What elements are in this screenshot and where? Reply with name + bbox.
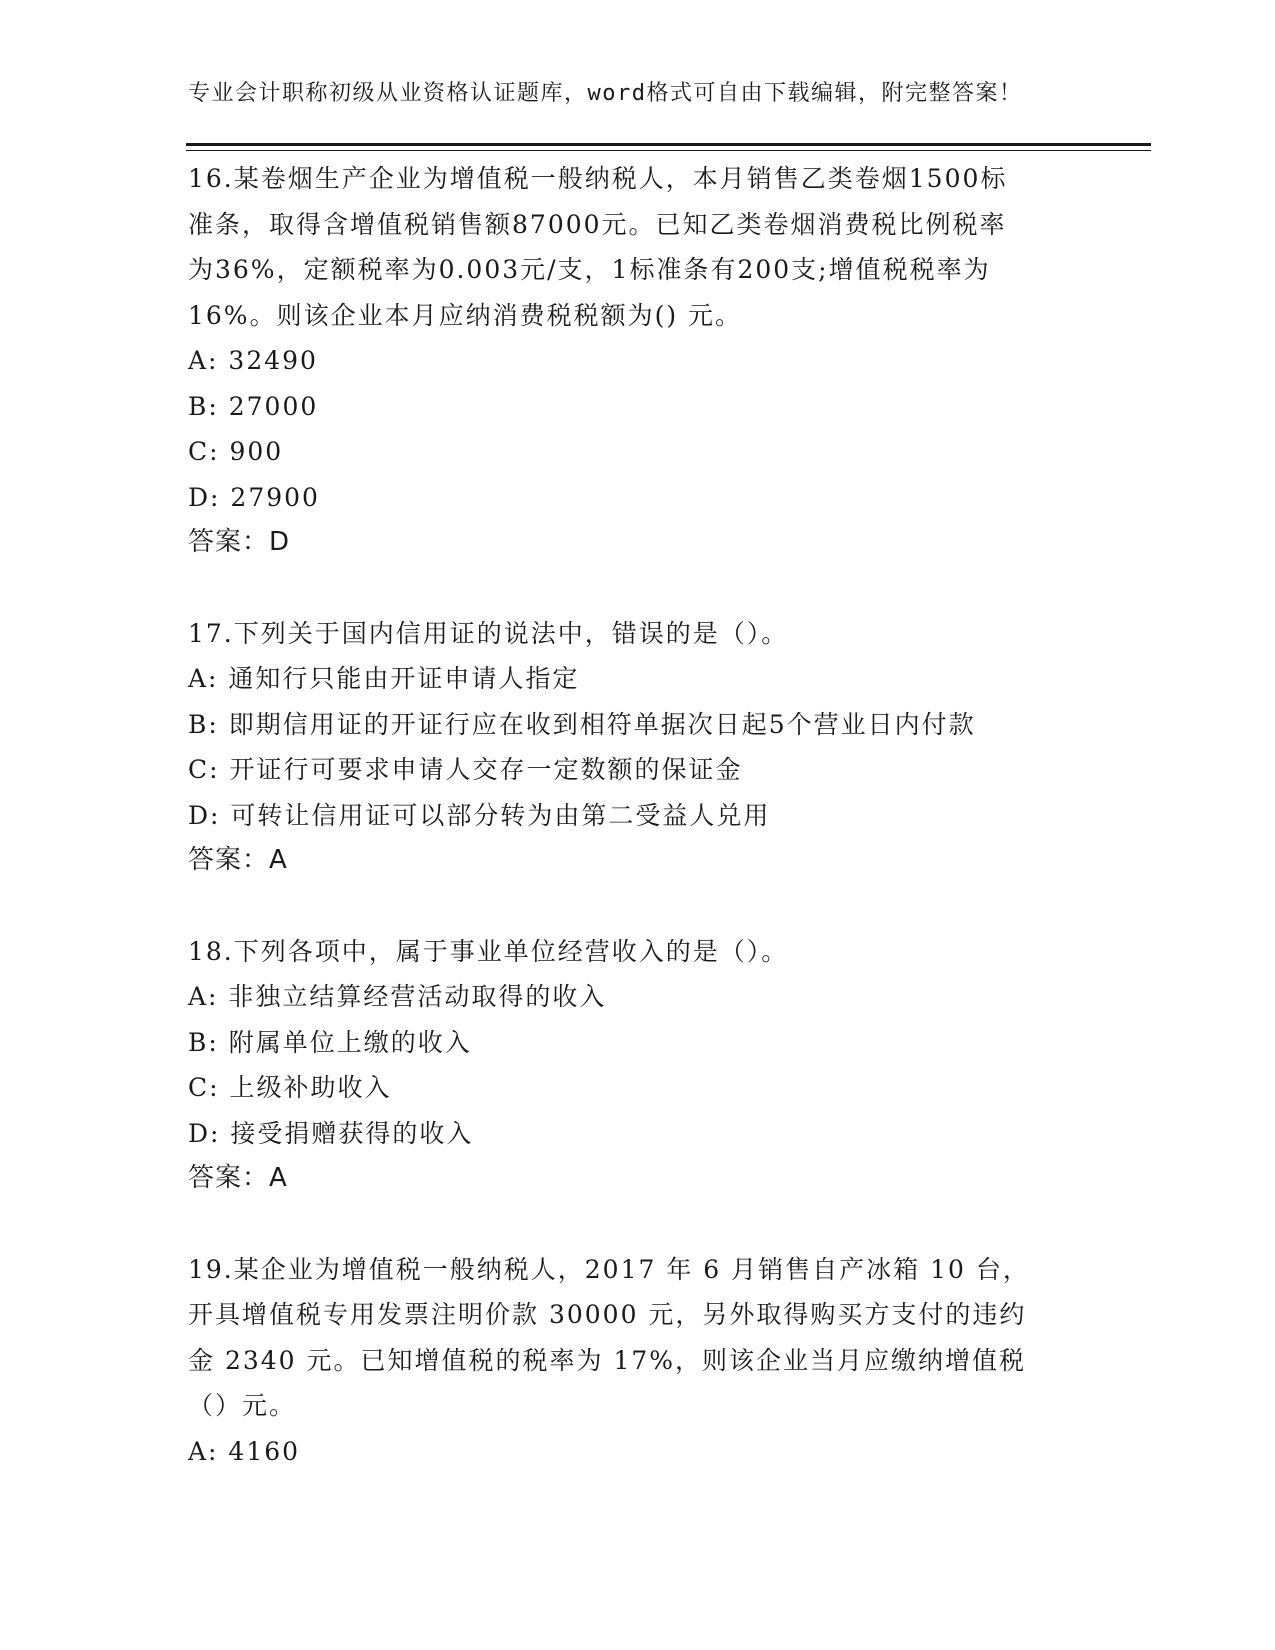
question-list bbox=[188, 156, 1088, 1474]
header-rule-thin bbox=[186, 150, 1151, 151]
option-d: D: 接受捐赠获得的收入 bbox=[188, 1118, 474, 1148]
question-stem-line: 16%。则该企业本月应纳消费税税额为() 元。 bbox=[188, 300, 743, 330]
question-stem-line: 金 2340 元。已知增值税的税率为 17%，则该企业当月应缴纳增值税 bbox=[188, 1345, 1027, 1375]
question-stem-line: 为36%，定额税率为0.003元/支，1标准条有200支;增值税税率为 bbox=[188, 255, 991, 284]
answer-label: 答案：A bbox=[188, 1163, 288, 1193]
option-a: A: 非独立结算经营活动取得的收入 bbox=[188, 982, 607, 1011]
option-a: A: 32490 bbox=[188, 346, 318, 375]
option-c: C: 开证行可要求申请人交存一定数额的保证金 bbox=[188, 755, 743, 784]
question-stem-line: （）元。 bbox=[188, 1391, 297, 1420]
question-17 bbox=[188, 611, 1088, 884]
question-stem-line: 准条，取得含增值税销售额87000元。已知乙类卷烟消费税比例税率 bbox=[188, 209, 1007, 239]
question-stem-line: 17.下列关于国内信用证的说法中，错误的是（）。 bbox=[188, 618, 789, 648]
option-a: A: 4160 bbox=[188, 1436, 301, 1466]
question-19 bbox=[188, 1247, 1088, 1475]
page-header: 专业会计职称初级从业资格认证题库，word格式可自由下载编辑，附完整答案！ bbox=[188, 81, 1023, 106]
question-18 bbox=[188, 929, 1088, 1202]
question-spacer bbox=[188, 566, 1088, 611]
option-b: B: 即期信用证的开证行应在收到相符单据次日起5个营业日内付款 bbox=[188, 709, 976, 739]
question-spacer bbox=[188, 1202, 1088, 1247]
option-d: D: 可转让信用证可以部分转为由第二受益人兑用 bbox=[188, 800, 771, 830]
option-a: A: 通知行只能由开证申请人指定 bbox=[188, 664, 580, 693]
option-b: B: 27000 bbox=[188, 391, 319, 421]
question-stem-line: 19.某企业为增值税一般纳税人，2017 年 6 月销售自产冰箱 10 台， bbox=[188, 1254, 1030, 1284]
option-c: C: 上级补助收入 bbox=[188, 1073, 392, 1102]
answer-label: 答案：D bbox=[188, 527, 291, 557]
question-spacer bbox=[188, 884, 1088, 929]
header-rule-thick bbox=[186, 143, 1151, 146]
answer-label: 答案：A bbox=[188, 845, 288, 875]
option-c: C: 900 bbox=[188, 437, 284, 466]
question-16 bbox=[188, 156, 1088, 566]
question-stem-line: 16.某卷烟生产企业为增值税一般纳税人，本月销售乙类卷烟1500标 bbox=[188, 164, 1008, 193]
question-stem-line: 18.下列各项中，属于事业单位经营收入的是（）。 bbox=[188, 936, 789, 966]
option-d: D: 27900 bbox=[188, 482, 320, 512]
question-stem-line: 开具增值税专用发票注明价款 30000 元，另外取得购买方支付的违约 bbox=[188, 1300, 1027, 1329]
option-b: B: 附属单位上缴的收入 bbox=[188, 1027, 472, 1057]
